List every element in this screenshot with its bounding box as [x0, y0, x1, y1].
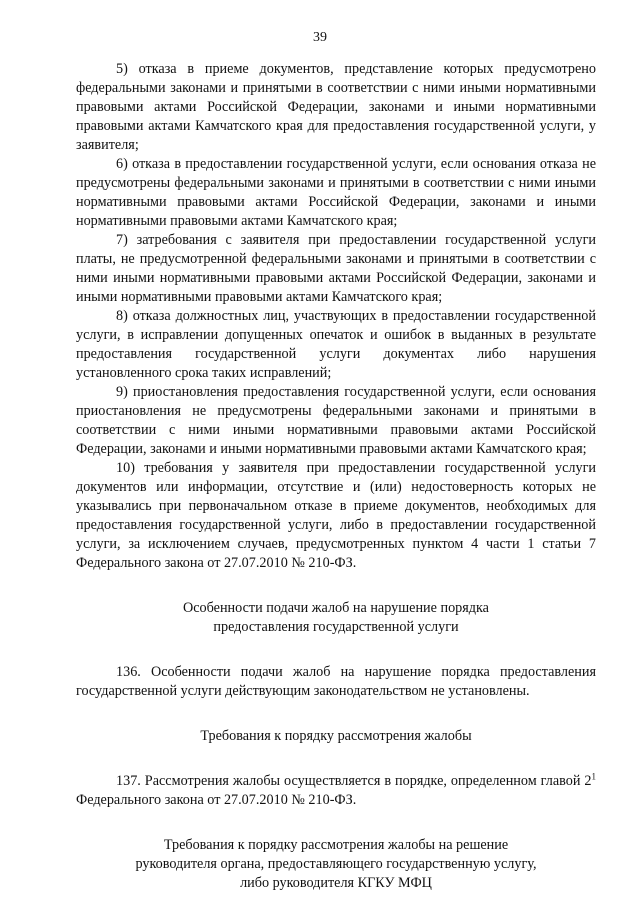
- document-body: [76, 60, 596, 893]
- list-item-6: 6) отказа в предоставлении государственной услуги, если основания отказа не предусмотрены федеральными законами и принятыми в соответствии с ними иными нормативными правовыми актами Российской Федерации, законами и иными нормативными правовыми актами Камчатского края;: [76, 156, 596, 229]
- section-heading-complaint-requirements: Требования к порядку рассмотрения жалобы: [200, 728, 472, 744]
- heading-line: Особенности подачи жалоб на нарушение порядка: [183, 600, 489, 616]
- superscript: 1: [591, 771, 596, 782]
- heading-line: предоставления государственной услуги: [213, 619, 459, 635]
- paragraph-137: [76, 772, 596, 810]
- heading-line: Требования к порядку рассмотрения жалобы на решение: [163, 837, 509, 853]
- section-heading-decision-complaint: [76, 836, 596, 893]
- paragraph-137-text: 137. Рассмотрения жалобы осуществляется в порядке, определенном главой 2: [116, 773, 592, 789]
- paragraph-136: 136. Особенности подачи жалоб на нарушение порядка предоставления государственной услуги действующим законодательством не установлены.: [76, 664, 596, 699]
- paragraph-137-text-end: Федерального закона от 27.07.2010 № 210-ФЗ.: [76, 792, 357, 808]
- section-heading-complaint-features: [76, 599, 596, 637]
- list-item-9: 9) приостановления предоставления государственной услуги, если основания приостановления не предусмотрены федеральными законами и принятыми в соответствии с ними иными нормативными правовыми актами Российской Федерации, законами и иными нормативными правовыми актами Камчатского края;: [76, 384, 596, 457]
- list-item-8: 8) отказа должностных лиц, участвующих в предоставлении государственной услуги, в исправлении допущенных опечаток и ошибок в выданных в результате предоставления государственной услуги документах либо нарушения установленного срока таких исправлений;: [76, 308, 596, 381]
- list-item-5: 5) отказа в приеме документов, представление которых предусмотрено федеральными законами и принятыми в соответствии с ними иными нормативными правовыми актами Российской Федерации, законами и иными нормативными правовыми актами Камчатского края для предоставления государственной услуги, у заявителя;: [76, 61, 596, 153]
- page-number: 39: [313, 30, 327, 45]
- heading-line: либо руководителя КГКУ МФЦ: [240, 875, 432, 891]
- list-item-10: 10) требования у заявителя при предоставлении государственной услуги документов или информации, отсутствие и (или) недостоверность которых не указывались при первоначальном отказе в приеме документов, необходимых для предоставления государственной услуги, либо в предоставлении государственной услуги, за исключением случаев, предусмотренных пунктом 4 части 1 статьи 7 Федерального закона от 27.07.2010 № 210-ФЗ.: [76, 460, 596, 571]
- list-item-7: 7) затребования с заявителя при предоставлении государственной услуги платы, не предусмотренной федеральными законами и принятыми в соответствии с ними иными нормативными правовыми актами Российской Федерации, законами и иными нормативными правовыми актами Камчатского края;: [76, 232, 596, 305]
- heading-line: руководителя органа, предоставляющего государственную услугу,: [135, 856, 537, 872]
